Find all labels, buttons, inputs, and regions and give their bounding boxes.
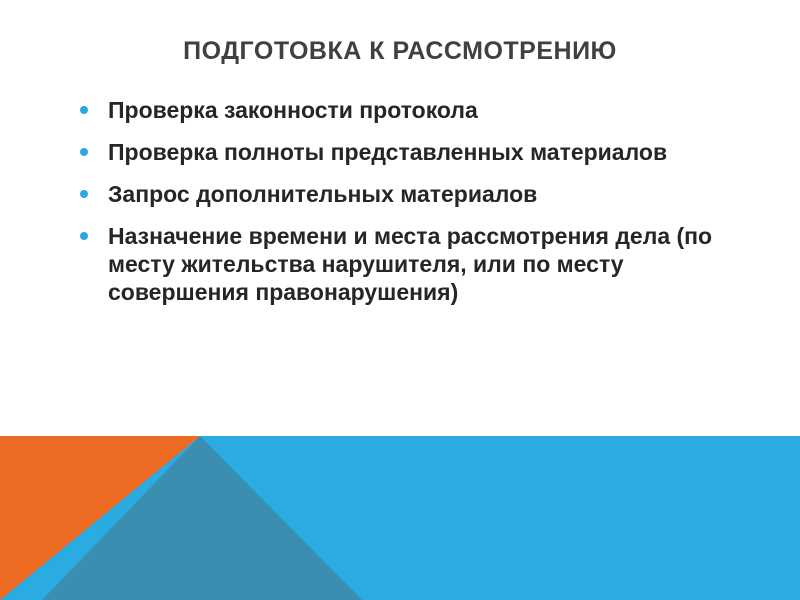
decorative-bottom-band xyxy=(0,436,800,600)
bullet-dot-icon xyxy=(80,190,88,198)
list-item xyxy=(74,96,734,124)
page-title: ПОДГОТОВКА К РАССМОТРЕНИЮ xyxy=(183,37,617,65)
list-item-text: Назначение времени и места рассмотрения дела (по месту жительства нарушителя, или по месту совершения правонарушения) xyxy=(108,223,713,306)
list-item-text: Проверка полноты представленных материалов xyxy=(108,139,668,166)
list-item-text: Проверка законности протокола xyxy=(108,97,478,123)
list-item xyxy=(74,180,734,208)
list-item xyxy=(74,222,734,306)
bullet-dot-icon xyxy=(80,106,88,114)
bullet-list xyxy=(74,96,734,320)
list-item xyxy=(74,138,734,166)
list-item-text: Запрос дополнительных материалов xyxy=(108,181,538,208)
bullet-dot-icon xyxy=(80,148,88,156)
bullet-dot-icon xyxy=(80,232,88,240)
